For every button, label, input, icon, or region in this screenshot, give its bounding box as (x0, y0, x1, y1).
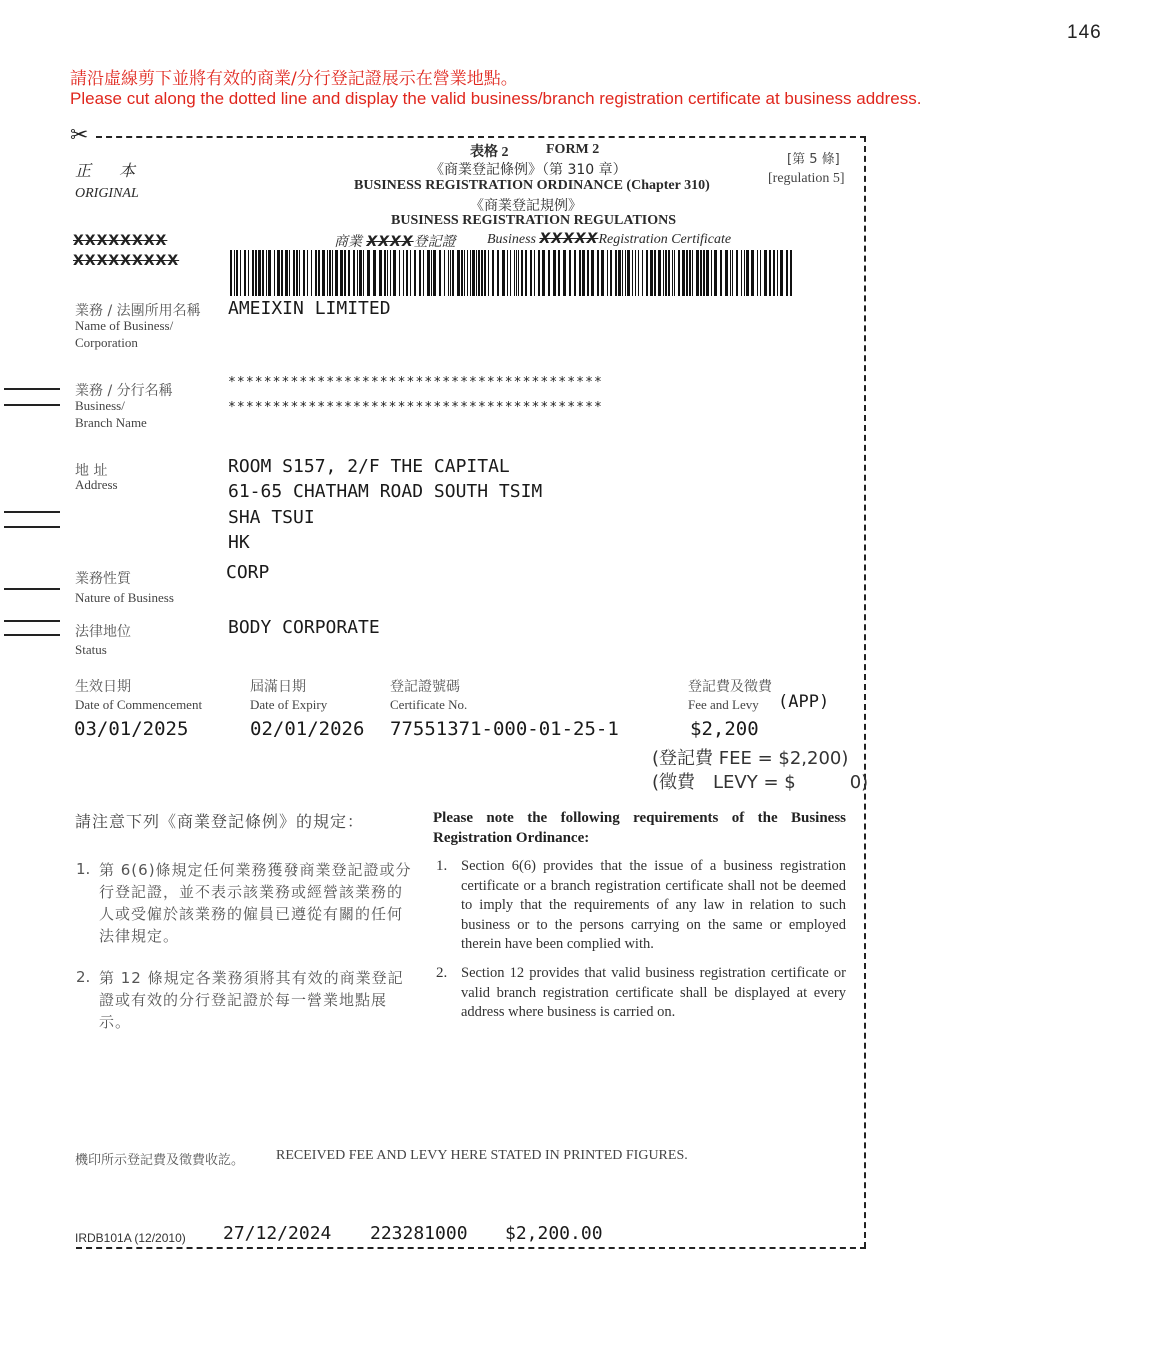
received-zh: 機印所示登記費及徵費收訖。 (75, 1153, 245, 1168)
barcode-bar (627, 250, 630, 296)
barcode-bar (764, 250, 767, 296)
regulations-zh: 《商業登記規例》 (470, 198, 582, 214)
barcode-bar (689, 250, 691, 296)
cert-no-label-en: Certificate No. (390, 697, 468, 712)
original-en: ORIGINAL (75, 186, 139, 201)
barcode-bar (591, 250, 594, 296)
barcode-bar (307, 250, 308, 296)
amount-paid: $2,200.00 (505, 1223, 603, 1244)
address-line: SHA TSUI (228, 507, 315, 528)
note-text-zh: 第 12 條規定各業務須將其有效的商業登記證或有效的分行登記證於每一營業地點展示。 (99, 969, 404, 1031)
barcode-bar (553, 250, 556, 296)
barcode-bar (277, 250, 280, 296)
cert-title-zh-1: 商業 (334, 234, 362, 250)
barcode-bar (387, 250, 388, 296)
barcode-bar (488, 250, 489, 296)
barcode-bar (384, 250, 386, 296)
fee-breakdown-levy: (徵費 LEVY = $ 0) (652, 772, 869, 793)
name-label-en-1: Name of Business/ (75, 318, 174, 333)
barcode-bar (448, 250, 449, 296)
barcode-bar (786, 250, 788, 296)
barcode-bar (379, 250, 382, 296)
barcode-bar (622, 250, 623, 296)
nature-label-zh: 業務性質 (75, 571, 131, 587)
cert-title-en (487, 231, 731, 248)
barcode-bar (663, 250, 664, 296)
barcode-bar (348, 250, 350, 296)
barcode-bar (700, 250, 702, 296)
cert-title-zh-struck: XXXX (366, 234, 414, 250)
barcode-bar (757, 250, 758, 296)
page-number: 146 (1067, 22, 1102, 43)
barcode-bar (322, 250, 325, 296)
barcode-bar (289, 250, 290, 296)
fee-label-zh: 登記費及徵費 (688, 679, 772, 695)
barcode-bar (476, 250, 477, 296)
barcode-bar (518, 250, 519, 296)
fee-value: $2,200 (690, 718, 759, 740)
form-label-zh: 表格 2 (470, 145, 509, 160)
margin-mark (4, 388, 60, 390)
barcode-bar (327, 250, 328, 296)
barcode-bar (266, 250, 267, 296)
barcode-bar (658, 250, 661, 296)
barcode-bar (686, 250, 688, 296)
margin-mark (4, 511, 60, 513)
barcode-bar (732, 250, 733, 296)
barcode-bar (452, 250, 454, 296)
barcode-bar (353, 250, 355, 296)
barcode-bar (525, 250, 527, 296)
note-text-zh: 第 6(6)條規定任何業務獲發商業登記證或分行登記證，並不表示該業務或經營該業務的人或受僱於該業務的僱員已遵從有關的任何法律規定。 (99, 861, 412, 945)
barcode-bar (268, 250, 271, 296)
barcode-bar (332, 250, 333, 296)
notes-heading-en: Please note the following requirements of the Business Registration Ordinance: (433, 810, 846, 846)
barcode-bar (303, 250, 305, 296)
barcode-bar (642, 250, 643, 296)
barcode-bar (672, 250, 673, 296)
name-label-zh: 業務 / 法團所用名稱 (75, 303, 201, 319)
barcode-bar (230, 250, 232, 296)
barcode-bar (403, 250, 404, 296)
barcode-bar (340, 250, 343, 296)
note-number-en: 1. (436, 858, 448, 874)
barcode-bar (615, 250, 617, 296)
commencement-value: 03/01/2025 (74, 718, 189, 740)
barcode-bar (344, 250, 346, 296)
cert-title-zh-2: 登記證 (413, 234, 456, 250)
note-text-en: Section 12 provides that valid business registration certificate or valid branch registration certificate shall be displayed at every address where business is carried on. (461, 965, 846, 1020)
barcode-bar (478, 250, 480, 296)
barcode-bar (248, 250, 249, 296)
barcode-bar (548, 250, 550, 296)
note-number-en: 2. (436, 965, 448, 981)
fee-code: (APP) (778, 692, 830, 712)
barcode-bar (521, 250, 523, 296)
barcode-bar (607, 250, 608, 296)
barcode-bar (530, 250, 532, 296)
barcode-bar (751, 250, 754, 296)
barcode-bar (769, 250, 771, 296)
barcode-bar (492, 250, 494, 296)
barcode-bar (601, 250, 604, 296)
barcode-bar (484, 250, 486, 296)
address-label-en: Address (75, 477, 118, 492)
barcode-bar (274, 250, 275, 296)
barcode-bar (534, 250, 535, 296)
barcode-bar (467, 250, 468, 296)
barcode-bar (746, 250, 749, 296)
form-label-en: FORM 2 (546, 142, 600, 157)
barcode-bar (610, 250, 612, 296)
instruction-en: Please cut along the dotted line and display the valid business/branch registration certificate at business address. (70, 89, 922, 108)
barcode-bar (299, 250, 300, 296)
barcode-bar (359, 250, 362, 296)
barcode-bar (234, 250, 235, 296)
barcode-bar (457, 250, 460, 296)
address-line: 61-65 CHATHAM ROAD SOUTH TSIM (228, 481, 543, 502)
address-line: HK (228, 532, 250, 553)
barcode-bar (516, 250, 517, 296)
barcode-bar (393, 250, 396, 296)
barcode-bar (390, 250, 391, 296)
branch-name-value-1: ****************************************** (228, 375, 603, 390)
barcode-bar (725, 250, 728, 296)
barcode-bar (760, 250, 761, 296)
barcode-bar (439, 250, 441, 296)
cert-title-en-2: Registration Certificate (598, 232, 732, 247)
barcode-bar (311, 250, 312, 296)
business-name-value: AMEIXIN LIMITED (228, 298, 391, 319)
barcode-bar (668, 250, 670, 296)
status-label-en: Status (75, 642, 107, 657)
barcode-bar (419, 250, 421, 296)
barcode-bar (470, 250, 471, 296)
barcode-bar (682, 250, 685, 296)
barcode-bar (638, 250, 639, 296)
barcode-bar (625, 250, 626, 296)
barcode-bar (587, 250, 589, 296)
regulation-ref-zh: [第 5 條] (787, 152, 840, 167)
ordinance-en: BUSINESS REGISTRATION ORDINANCE (Chapter 310) (354, 178, 710, 193)
barcode-bar (406, 250, 408, 296)
barcode-bar (373, 250, 376, 296)
barcode-bar (507, 250, 508, 296)
barcode-bar (240, 250, 241, 296)
form-code: IRDB101A (12/2010) (75, 1231, 186, 1245)
barcode-bar (777, 250, 778, 296)
barcode-bar (538, 250, 540, 296)
barcode-bar (579, 250, 581, 296)
expiry-label-zh: 屆滿日期 (250, 679, 306, 695)
address-line: ROOM S157, 2/F THE CAPITAL (228, 456, 510, 477)
barcode-bar (706, 250, 709, 296)
barcode-bar (285, 250, 288, 296)
barcode-bar (773, 250, 775, 296)
commencement-label-zh: 生效日期 (75, 679, 131, 695)
barcode-bar (714, 250, 717, 296)
expiry-label-en: Date of Expiry (250, 697, 328, 712)
commencement-label-en: Date of Commencement (75, 697, 203, 712)
margin-mark (4, 526, 60, 528)
barcode-bar (363, 250, 364, 296)
margin-mark (4, 620, 60, 622)
status-label-zh: 法律地位 (75, 624, 131, 640)
barcode-bar (582, 250, 585, 296)
barcode-bar (646, 250, 648, 296)
barcode-bar (236, 250, 238, 296)
barcode-bar (293, 250, 295, 296)
barcode-bar (563, 250, 566, 296)
nature-label-en: Nature of Business (75, 590, 174, 605)
notes-heading-zh: 請注意下列《商業登記條例》的規定： (75, 812, 365, 831)
original-zh: 正 本 (75, 161, 142, 180)
branch-name-value-2: ****************************************** (228, 400, 603, 415)
print-date: 27/12/2024 (223, 1223, 332, 1244)
barcode-bar (461, 250, 463, 296)
barcode-bar (618, 250, 621, 296)
regulations-en: BUSINESS REGISTRATION REGULATIONS (391, 213, 677, 228)
barcode-bar (569, 250, 571, 296)
barcode-bar (255, 250, 257, 296)
barcode-bar (444, 250, 445, 296)
note-text-en: Section 6(6) provides that the issue of a business registration certificate or a branch registration certificate shall not be deemed to imply that the requirements of any law in relation to such business or to the persons carrying on the same or employed therein have been complied with. (461, 858, 846, 952)
barcode-bar (692, 250, 693, 296)
received-en: RECEIVED FEE AND LEVY HERE STATED IN PRINTED FIGURES. (276, 1148, 688, 1163)
barcode-bar (542, 250, 545, 296)
branch-label-en-1: Business/ (75, 398, 125, 413)
note-number-zh: 2. (76, 968, 91, 986)
barcode-bar (296, 250, 298, 296)
cut-line-bottom (76, 1247, 866, 1249)
barcode-bar (674, 250, 675, 296)
receipt-number: 223281000 (370, 1223, 468, 1244)
note-number-zh: 1. (76, 860, 91, 878)
barcode-bar (736, 250, 738, 296)
barcode-bar (635, 250, 636, 296)
barcode-bar (730, 250, 731, 296)
barcode-bar (431, 250, 432, 296)
branch-label-zh: 業務 / 分行名稱 (75, 383, 173, 399)
nature-value: CORP (226, 562, 270, 583)
barcode-bar (252, 250, 254, 296)
margin-mark (4, 588, 60, 590)
barcode-bar (433, 250, 436, 296)
barcode-bar (720, 250, 722, 296)
barcode-bar (790, 250, 792, 296)
barcode-bar (711, 250, 712, 296)
barcode-bar (423, 250, 424, 296)
status-value: BODY CORPORATE (228, 617, 380, 638)
barcode-bar (744, 250, 745, 296)
cut-line-right (864, 136, 866, 1248)
fee-label-en: Fee and Levy (688, 697, 759, 712)
barcode-bar (654, 250, 656, 296)
margin-mark (4, 404, 60, 406)
barcode-bar (427, 250, 430, 296)
expiry-value: 02/01/2026 (250, 718, 365, 740)
barcode-bar (780, 250, 783, 296)
barcode-bar (510, 250, 511, 296)
barcode-bar (367, 250, 370, 296)
barcode-bar (357, 250, 358, 296)
barcode-bar (597, 250, 599, 296)
cert-no-label-zh: 登記證號碼 (390, 679, 460, 695)
barcode-bar (244, 250, 246, 296)
barcode-bar (703, 250, 705, 296)
barcode-bar (650, 250, 653, 296)
barcode-bar (741, 250, 742, 296)
barcode-bar (329, 250, 331, 296)
barcode-bar (472, 250, 475, 296)
barcode-bar (502, 250, 505, 296)
regulation-ref-en: [regulation 5] (768, 171, 845, 186)
cert-title-en-1: Business (487, 232, 536, 247)
barcode-bar (262, 250, 264, 296)
cert-title-zh (334, 231, 456, 251)
barcode-bar (335, 250, 338, 296)
barcode-bar (481, 250, 483, 296)
scissors-icon: ✂ (70, 122, 89, 147)
barcode-bar (574, 250, 576, 296)
barcode-bar (318, 250, 320, 296)
struck-text-2: XXXXXXXXX (73, 253, 180, 269)
barcode-graphic (230, 250, 795, 296)
instruction-zh: 請沿虛線剪下並將有效的商業/分行登記證展示在營業地點。 (70, 69, 518, 89)
cert-no-value: 77551371-000-01-25-1 (390, 718, 619, 740)
margin-mark (4, 634, 60, 636)
barcode-bar (665, 250, 667, 296)
barcode-bar (678, 250, 680, 296)
branch-label-en-2: Branch Name (75, 415, 147, 430)
barcode-bar (450, 250, 451, 296)
barcode-bar (464, 250, 465, 296)
struck-text-1: XXXXXXXX (73, 233, 168, 249)
barcode-bar (315, 250, 317, 296)
barcode-bar (632, 250, 633, 296)
barcode-bar (410, 250, 411, 296)
name-label-en-2: Corporation (75, 335, 138, 350)
ordinance-zh: 《商業登記條例》（第 310 章） (430, 162, 627, 178)
cut-line-top (96, 136, 866, 138)
barcode-bar (399, 250, 400, 296)
barcode-bar (414, 250, 416, 296)
barcode-bar (281, 250, 283, 296)
barcode-bar (258, 250, 261, 296)
barcode-bar (497, 250, 499, 296)
cert-title-en-struck: XXXXX (539, 231, 599, 247)
barcode-bar (514, 250, 515, 296)
barcode-bar (696, 250, 699, 296)
address-label-zh: 地 址 (75, 463, 108, 479)
barcode-bar (558, 250, 560, 296)
fee-breakdown-fee: (登記費 FEE = $2,200) (652, 748, 849, 769)
